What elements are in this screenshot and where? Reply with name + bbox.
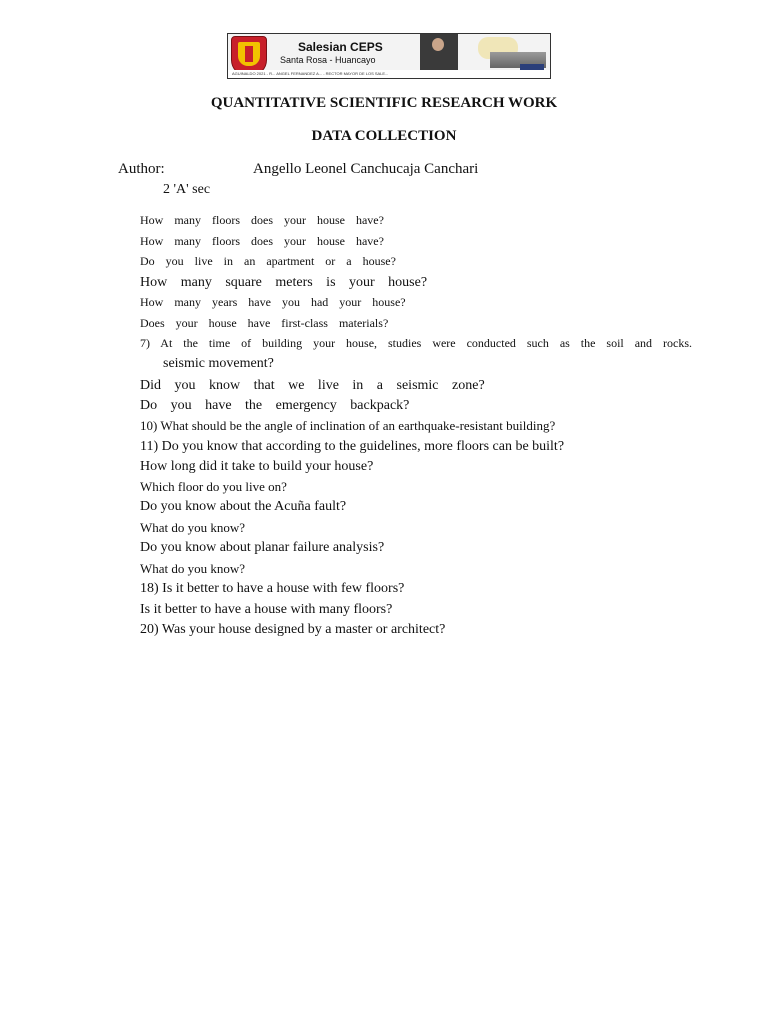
question-1: How many floors does your house have? [140,213,384,227]
author-name: Angello Leonel Canchucaja Canchari [253,161,479,177]
portrait-photo [420,34,458,70]
question-18: 18) Is it better to have a house with few floors? [140,581,405,596]
question-7-continuation: seismic movement? [163,356,274,371]
question-7: 7) At the time of building your house, studies were conducted such as the soil and rocks. [140,336,692,350]
question-19: Is it better to have a house with many floors? [140,602,393,617]
question-20: 20) Was your house designed by a master or architect? [140,622,446,637]
section-label: 2 'A' sec [163,182,211,197]
question-17: What do you know? [140,561,246,576]
school-banner [227,33,551,79]
question-10: 10) What should be the angle of inclination of an earthquake-resistant building? [140,418,556,433]
question-14: Do you know about the Acuña fault? [140,499,347,514]
question-5: How many years have you had your house? [140,295,406,309]
question-6: Does your house have first-class materials? [140,316,389,330]
banner-footer-strip: AGUINALDO 2021 - R... ANGEL FERNANDEZ A... - RECTOR MAYOR DE LOS SALE... [228,70,550,78]
question-4: How many square meters is your house? [140,275,428,290]
document-title: QUANTITATIVE SCIENTIFIC RESEARCH WORK [210,95,558,111]
question-15: What do you know? [140,520,246,535]
question-16: Do you know about planar failure analysis? [140,540,385,555]
question-8: Did you know that we live in a seismic zone? [140,378,485,393]
question-9: Do you have the emergency backpack? [140,398,410,413]
question-3: Do you live in an apartment or a house? [140,254,396,268]
question-2: How many floors does your house have? [140,234,384,248]
question-11: 11) Do you know that according to the guidelines, more floors can be built? [140,439,565,454]
document-subtitle: DATA COLLECTION [311,128,457,144]
question-12: How long did it take to build your house? [140,459,374,474]
author-label: Author: [118,161,165,177]
school-name: Salesian CEPS [298,40,383,54]
question-13: Which floor do you live on? [140,479,287,494]
school-place: Santa Rosa - Huancayo [280,55,376,65]
